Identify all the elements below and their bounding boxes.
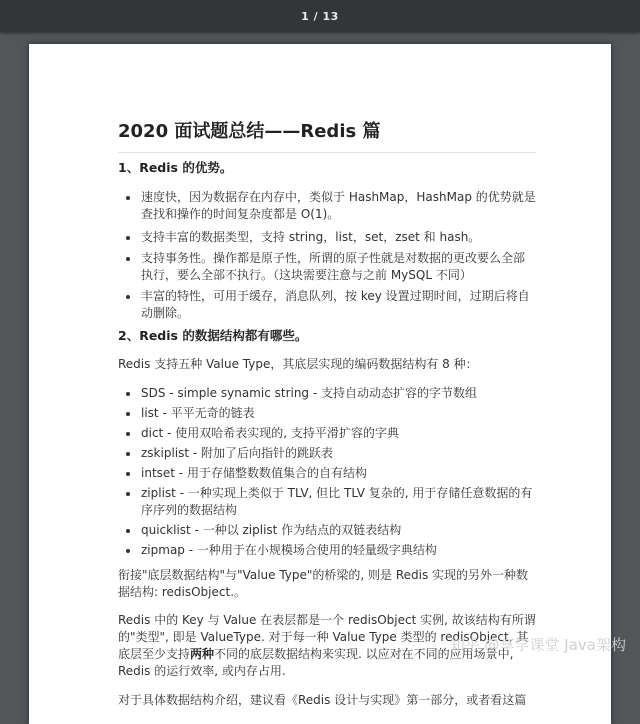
emphasis-text: 两种 (190, 647, 215, 661)
list-item: intset - 用于存储整数数值集合的自有结构 (118, 465, 536, 482)
list-item: zskiplist - 附加了后向指针的跳跃表 (118, 445, 536, 462)
list-item: 支持事务性。操作都是原子性，所谓的原子性就是对数据的更改要么全部执行，要么全部不执行。（这块需要注意与之前 MySQL 不同） (118, 250, 536, 284)
document-title: 2020 面试题总结——Redis 篇 (118, 117, 536, 153)
document-page (29, 44, 611, 724)
value-type-intro: Redis 支持五种 Value Type，其底层实现的编码数据结构有 8 种： (118, 357, 478, 371)
list-item: 支持丰富的数据类型，支持 string，list，set，zset 和 hash。 (118, 229, 536, 246)
section1-heading: 1、Redis 的优势。 (118, 160, 233, 175)
paragraph-text: Redis 中的 Key 与 Value 在表层都是一个 redisObject 实例, 故该结构有所谓的"类型", 即是 ValueType. 对于每一种 Value Type 类型的 redisObject, 其底层至少支持 (118, 613, 536, 661)
list-item: dict - 使用双哈希表实现的, 支持平滑扩容的字典 (118, 425, 536, 442)
list-item: 丰富的特性，可用于缓存，消息队列，按 key 设置过期时间，过期后将自动删除。 (118, 288, 536, 322)
list-item: 速度快，因为数据存在内存中，类似于 HashMap，HashMap 的优势就是查找和操作的时间复杂度都是 O(1)。 (118, 189, 536, 223)
list-item: list - 平平无奇的链表 (118, 405, 536, 422)
advantages-list (118, 189, 536, 322)
list-item: ziplist - 一种实现上类似于 TLV, 但比 TLV 复杂的, 用于存储任意数据的有序序列的数据结构 (118, 485, 536, 519)
page-indicator: 1 / 13 (301, 9, 339, 23)
section2-heading: 2、Redis 的数据结构都有哪些。 (118, 328, 308, 343)
data-structure-list (118, 385, 536, 559)
reference-paragraph: 对于具体数据结构介绍，建议看《Redis 设计与实现》第一部分，或者看这篇 (118, 693, 527, 707)
pdf-toolbar (0, 0, 640, 32)
redisobject-paragraph: 衔接"底层数据结构"与"Value Type"的桥梁的, 则是 Redis 实现的另外一种数据结构: redisObject.。 (118, 568, 529, 599)
list-item: quicklist - 一种以 ziplist 作为结点的双链表结构 (118, 522, 536, 539)
watermark: 知乎 @享学课堂 Java架构 (449, 636, 626, 654)
list-item: zipmap - 一种用于在小规模场合使用的轻量级字典结构 (118, 542, 536, 559)
list-item: SDS - simple synamic string - 支持自动动态扩容的字节数组 (118, 385, 536, 402)
paragraph-text: 不同的底层数据结构来实现. 以应对在不同的应用场景中, Redis 的运行效率, 或内存占用. (118, 647, 514, 678)
